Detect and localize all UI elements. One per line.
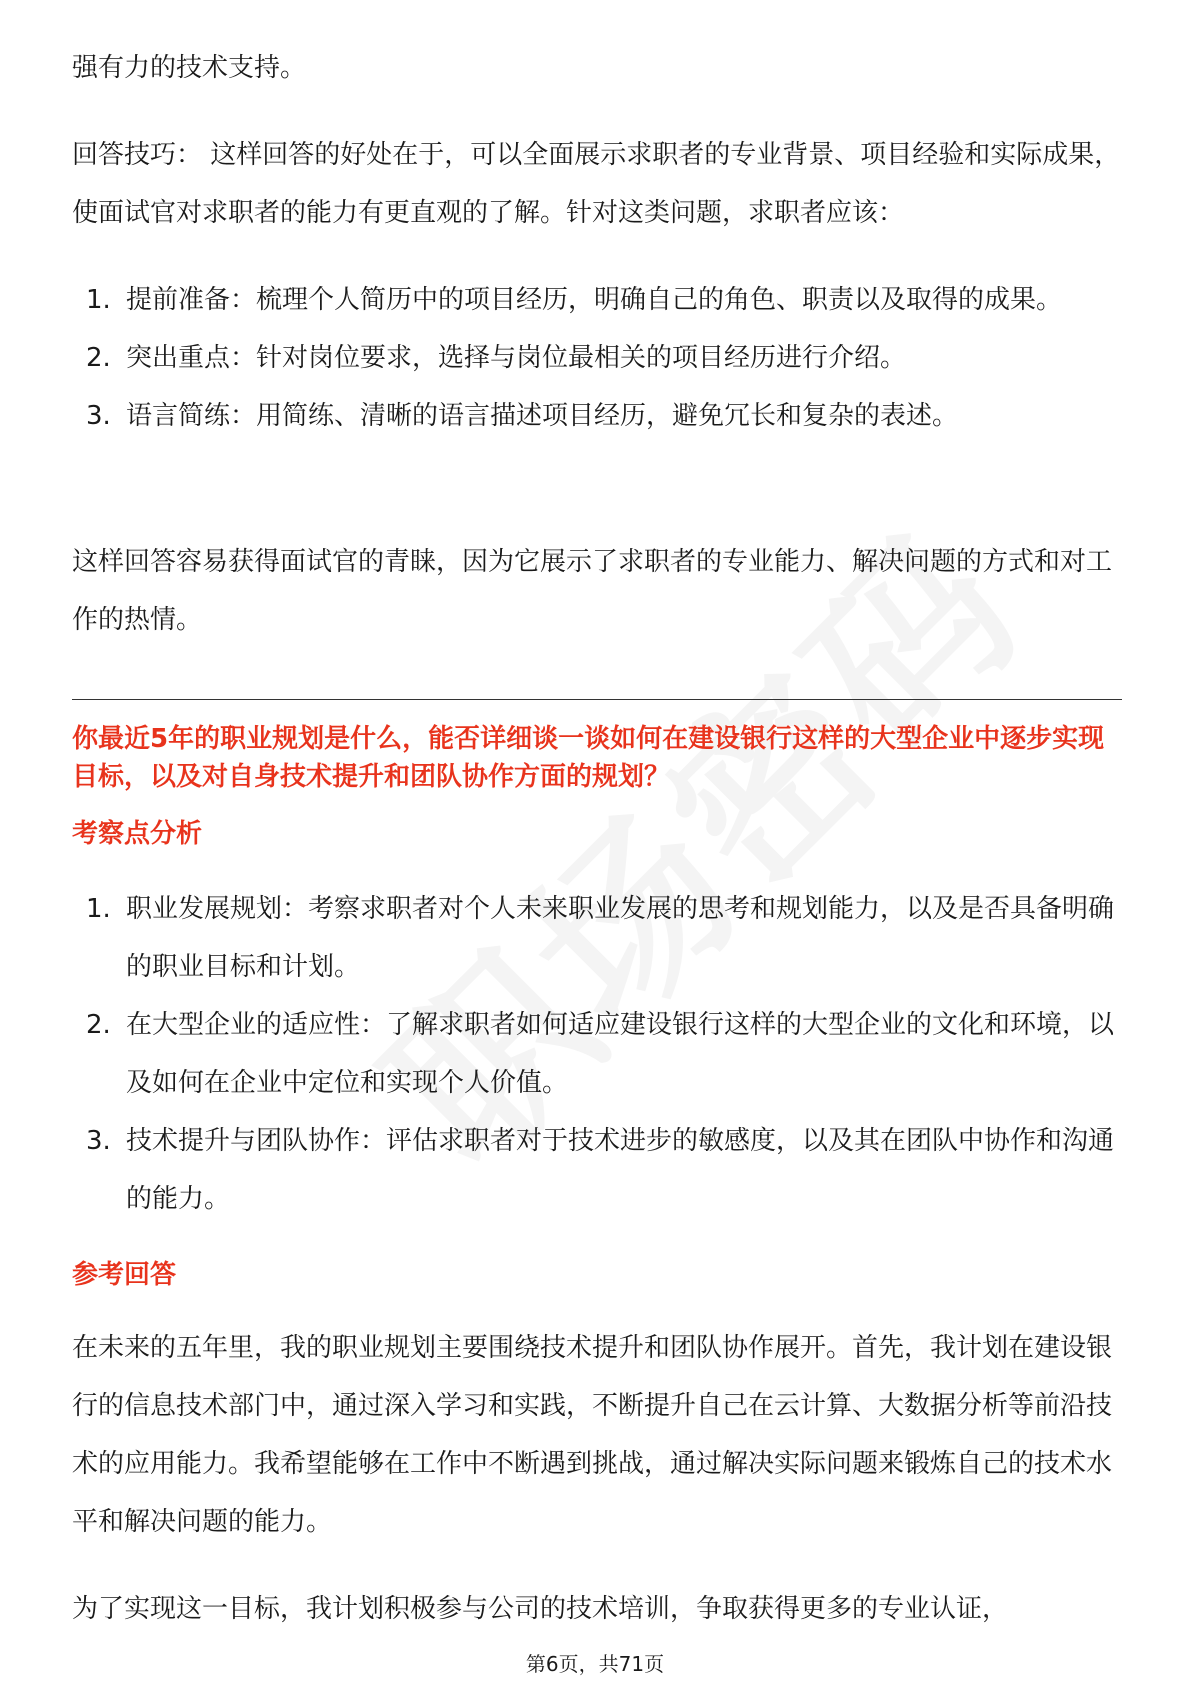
summary-paragraph: 这样回答容易获得面试官的青睐，因为它展示了求职者的专业能力、解决问题的方式和对工作的热情。 (72, 547, 1113, 635)
tips-list (72, 271, 1122, 445)
list-item-number: 3. (86, 1126, 111, 1156)
analysis-heading: 考察点分析 (72, 819, 203, 849)
list-item (72, 329, 1122, 387)
list-item-number: 1. (86, 285, 111, 315)
list-item (72, 387, 1122, 445)
list-item-text: 职业发展规划：考察求职者对个人未来职业发展的思考和规划能力，以及是否具备明确的职业目标和计划。 (126, 894, 1115, 982)
list-item (72, 996, 1122, 1112)
intro-fragment: 强有力的技术支持。 (72, 53, 307, 83)
answer-tips-paragraph: 回答技巧： 这样回答的好处在于，可以全面展示求职者的专业背景、项目经验和实际成果，使面试官对求职者的能力有更直观的了解。针对这类问题，求职者应该： (72, 140, 1121, 228)
list-item-text: 语言简练：用简练、清晰的语言描述项目经历，避免冗长和复杂的表述。 (126, 401, 959, 431)
analysis-list (72, 880, 1122, 1228)
list-item-number: 2. (86, 1010, 111, 1040)
interview-question: 你最近5年的职业规划是什么，能否详细谈一谈如何在建设银行这样的大型企业中逐步实现目标，以及对自身技术提升和团队协作方面的规划？ (72, 724, 1105, 792)
list-item-text: 技术提升与团队协作：评估求职者对于技术进步的敏感度，以及其在团队中协作和沟通的能力。 (126, 1126, 1115, 1214)
list-item (72, 271, 1122, 329)
list-item-text: 突出重点：针对岗位要求，选择与岗位最相关的项目经历进行介绍。 (126, 343, 907, 373)
reference-paragraph-2: 为了实现这一目标，我计划积极参与公司的技术培训，争取获得更多的专业认证， (72, 1594, 1009, 1624)
tips-list-container (72, 271, 1122, 445)
list-item-number: 2. (86, 343, 111, 373)
list-item-text: 提前准备：梳理个人简历中的项目经历，明确自己的角色、职责以及取得的成果。 (126, 285, 1063, 315)
page-footer: 第6页，共71页 (525, 1652, 665, 1676)
list-item-number: 3. (86, 401, 111, 431)
list-item-text: 在大型企业的适应性：了解求职者如何适应建设银行这样的大型企业的文化和环境，以及如何在企业中定位和实现个人价值。 (126, 1010, 1115, 1098)
section-divider (72, 699, 1122, 700)
list-item-number: 1. (86, 894, 111, 924)
reference-heading: 参考回答 (72, 1260, 177, 1290)
list-item (72, 1112, 1122, 1228)
list-item (72, 880, 1122, 996)
analysis-list-container (72, 880, 1122, 1228)
reference-paragraph-1: 在未来的五年里，我的职业规划主要围绕技术提升和团队协作展开。首先，我计划在建设银行的信息技术部门中，通过深入学习和实践，不断提升自己在云计算、大数据分析等前沿技术的应用能力。我希望能够在工作中不断遇到挑战，通过解决实际问题来锻炼自己的技术水平和解决问题的能力。 (72, 1333, 1113, 1537)
